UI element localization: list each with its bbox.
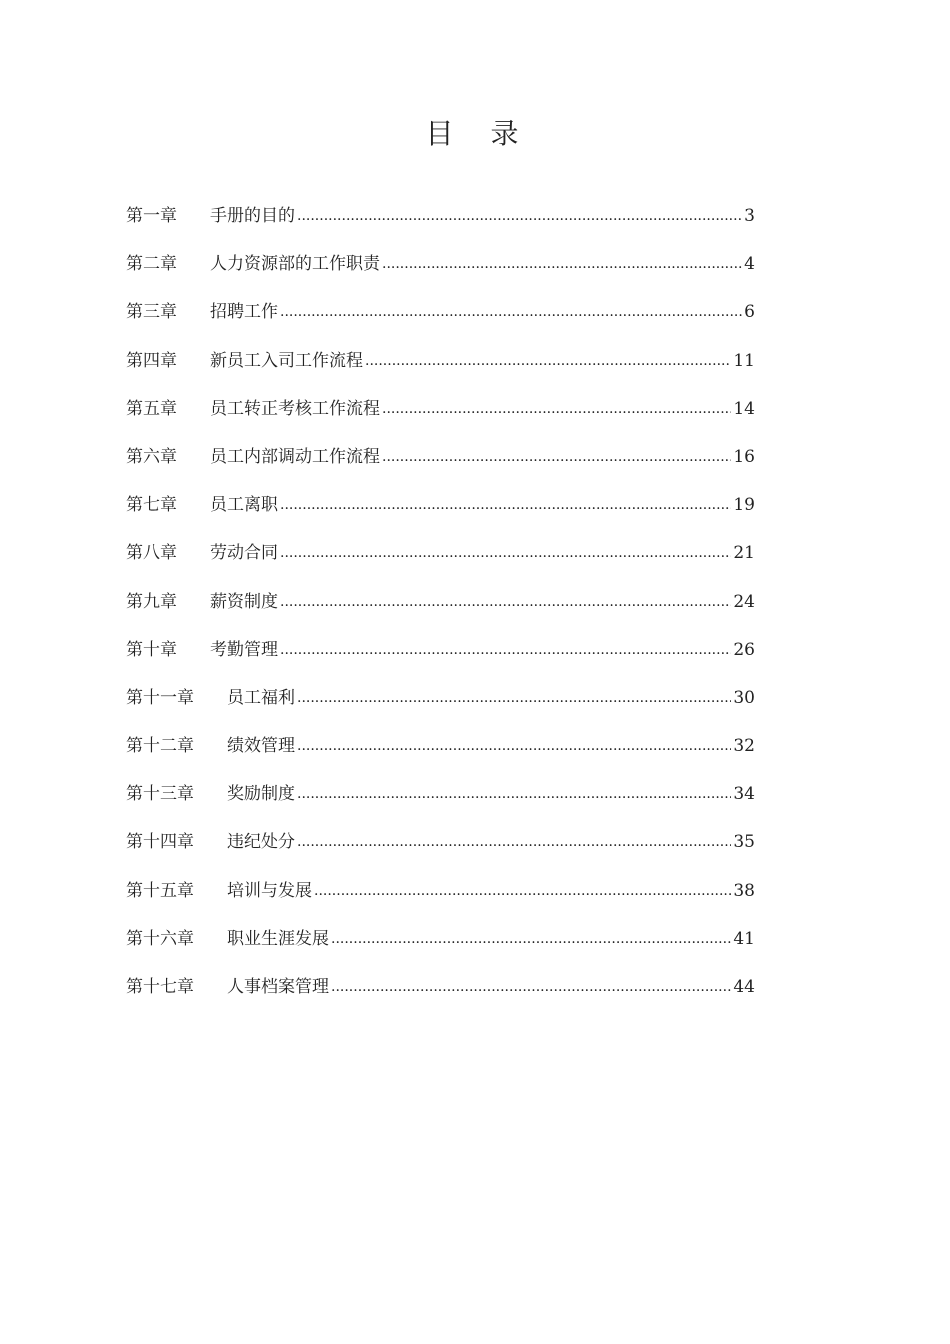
toc-page-number: 34 [733, 784, 755, 805]
toc-dot-leader [280, 537, 731, 569]
toc-entry-title: 新员工入司工作流程 [210, 350, 363, 371]
toc-chapter-number: 第十四章 [126, 832, 194, 853]
toc-dot-leader [297, 730, 731, 762]
toc-page-number: 24 [733, 591, 755, 612]
toc-dot-leader [331, 971, 731, 1003]
toc-dot-leader [280, 586, 731, 618]
toc-entry[interactable] [126, 875, 755, 923]
toc-entry[interactable] [126, 296, 755, 344]
toc-chapter-number: 第七章 [126, 495, 177, 516]
table-of-contents [126, 200, 755, 1019]
toc-chapter-number: 第五章 [126, 398, 177, 419]
toc-entry[interactable] [126, 441, 755, 489]
toc-entry-title: 培训与发展 [227, 880, 312, 901]
toc-chapter-number: 第十章 [126, 639, 177, 660]
toc-entry[interactable] [126, 634, 755, 682]
toc-page-number: 11 [733, 350, 755, 371]
toc-entry[interactable] [126, 345, 755, 393]
toc-entry-title: 员工福利 [227, 687, 295, 708]
toc-entry-title: 绩效管理 [227, 736, 295, 757]
toc-entry[interactable] [126, 682, 755, 730]
toc-dot-leader [297, 200, 742, 232]
toc-page-number: 16 [733, 446, 755, 467]
toc-page-number: 44 [733, 977, 755, 997]
toc-entry-title: 考勤管理 [210, 639, 278, 660]
toc-entry-title: 手册的目的 [210, 206, 295, 226]
toc-page-number: 41 [733, 928, 755, 949]
toc-entry-title: 薪资制度 [210, 591, 278, 612]
toc-chapter-number: 第十六章 [126, 928, 194, 949]
toc-entry[interactable] [126, 730, 755, 778]
toc-page-number: 6 [744, 302, 755, 323]
toc-entry[interactable] [126, 778, 755, 826]
toc-entry[interactable] [126, 200, 755, 248]
toc-chapter-number: 第四章 [126, 350, 177, 371]
toc-page-number: 26 [733, 639, 755, 660]
toc-page-number: 14 [733, 398, 755, 419]
toc-chapter-number: 第二章 [126, 254, 177, 275]
toc-entry[interactable] [126, 971, 755, 1019]
toc-entry[interactable] [126, 537, 755, 585]
toc-chapter-number: 第一章 [126, 206, 177, 226]
toc-dot-leader [297, 778, 731, 810]
toc-entry[interactable] [126, 248, 755, 296]
toc-dot-leader [280, 296, 742, 328]
toc-chapter-number: 第六章 [126, 446, 177, 467]
toc-page-number: 38 [733, 880, 755, 901]
toc-entry-title: 人力资源部的工作职责 [210, 254, 380, 275]
toc-dot-leader [297, 682, 731, 714]
toc-chapter-number: 第十三章 [126, 784, 194, 805]
toc-dot-leader [280, 489, 731, 521]
toc-page-number: 21 [733, 543, 755, 564]
toc-entry[interactable] [126, 393, 755, 441]
toc-entry-title: 人事档案管理 [227, 977, 329, 997]
toc-page-number: 35 [733, 832, 755, 853]
toc-page-number: 30 [733, 687, 755, 708]
toc-entry-title: 招聘工作 [210, 302, 278, 323]
toc-entry[interactable] [126, 489, 755, 537]
toc-dot-leader [382, 441, 731, 473]
toc-entry[interactable] [126, 826, 755, 874]
toc-dot-leader [280, 634, 731, 666]
toc-chapter-number: 第十二章 [126, 736, 194, 757]
toc-dot-leader [331, 923, 731, 955]
toc-dot-leader [382, 393, 731, 425]
page-title: 目 录 [425, 117, 533, 150]
toc-dot-leader [314, 875, 731, 907]
toc-chapter-number: 第三章 [126, 302, 177, 323]
toc-chapter-number: 第十五章 [126, 880, 194, 901]
toc-chapter-number: 第九章 [126, 591, 177, 612]
toc-entry[interactable] [126, 923, 755, 971]
toc-chapter-number: 第十一章 [126, 687, 194, 708]
toc-dot-leader [382, 248, 742, 280]
toc-page-number: 3 [744, 206, 755, 226]
toc-chapter-number: 第八章 [126, 543, 177, 564]
toc-entry-title: 员工转正考核工作流程 [210, 398, 380, 419]
toc-entry-title: 奖励制度 [227, 784, 295, 805]
toc-page-number: 19 [733, 495, 755, 516]
toc-entry-title: 员工离职 [210, 495, 278, 516]
toc-chapter-number: 第十七章 [126, 977, 194, 997]
toc-entry-title: 职业生涯发展 [227, 928, 329, 949]
toc-page-number: 4 [744, 254, 755, 275]
toc-entry-title: 违纪处分 [227, 832, 295, 853]
toc-page-number: 32 [733, 736, 755, 757]
toc-entry-title: 员工内部调动工作流程 [210, 446, 380, 467]
toc-entry[interactable] [126, 586, 755, 634]
toc-entry-title: 劳动合同 [210, 543, 278, 564]
toc-dot-leader [365, 345, 731, 377]
toc-dot-leader [297, 826, 731, 858]
